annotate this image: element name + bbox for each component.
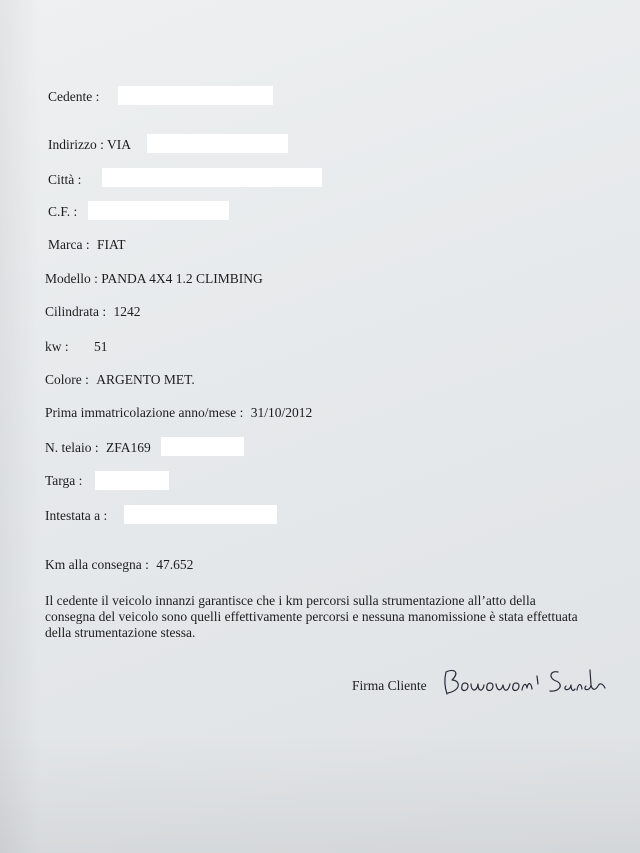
marca-value: FIAT [96, 237, 126, 252]
immatricolazione-value: 31/10/2012 [250, 405, 313, 420]
declaration-paragraph [45, 593, 625, 641]
citta-row [48, 172, 81, 188]
indirizzo-label: Indirizzo : VIA [48, 137, 131, 152]
indirizzo-redaction [147, 134, 288, 153]
declaration-line-3: della strumentazione stessa. [45, 625, 196, 640]
cilindrata-row [45, 304, 141, 320]
telaio-value: ZFA169 [106, 440, 151, 455]
immatricolazione-label: Prima immatricolazione anno/mese : [45, 405, 244, 420]
indirizzo-row [48, 137, 131, 153]
handwritten-signature [440, 662, 610, 702]
signature-label: Firma Cliente [352, 678, 427, 693]
paper-shadow-left [0, 0, 40, 853]
marca-label: Marca : [48, 237, 90, 252]
kw-label: kw : [45, 339, 69, 354]
colore-value: ARGENTO MET. [96, 372, 195, 387]
cilindrata-value: 1242 [113, 304, 141, 319]
citta-label: Città : [48, 172, 82, 187]
kw-value: 51 [94, 339, 108, 354]
declaration-line-2: consegna del veicolo sono quelli effettivamente percorsi e nessuna manomissione è stata effettuata [45, 609, 578, 624]
modello-value: PANDA 4X4 1.2 CLIMBING [101, 271, 263, 286]
cedente-redaction [118, 86, 273, 105]
km-row [45, 557, 193, 573]
colore-label: Colore : [45, 372, 89, 387]
telaio-label: N. telaio : [45, 440, 99, 455]
declaration-line-1: Il cedente il veicolo innanzi garantisce che i km percorsi sulla strumentazione all’atto della [45, 593, 536, 608]
intestata-label: Intestata a : [45, 508, 108, 523]
targa-row [45, 473, 82, 489]
marca-row [48, 237, 126, 253]
intestata-row [45, 508, 107, 524]
km-label: Km alla consegna : [45, 557, 149, 572]
intestata-redaction [124, 505, 277, 524]
kw-row [45, 339, 108, 355]
cf-row [48, 204, 77, 220]
targa-redaction [95, 471, 169, 490]
cedente-label: Cedente : [48, 89, 100, 104]
colore-row [45, 372, 195, 388]
telaio-redaction [161, 437, 244, 456]
modello-row [45, 271, 263, 287]
immatricolazione-row [45, 405, 312, 421]
telaio-row [45, 440, 151, 456]
paper-shadow-bottom [0, 733, 640, 853]
cf-label: C.F. : [48, 204, 78, 219]
cedente-row [48, 89, 99, 105]
cf-redaction [88, 201, 229, 220]
targa-label: Targa : [45, 473, 83, 488]
citta-redaction [102, 168, 322, 187]
modello-label: Modello : [45, 271, 98, 286]
km-value: 47.652 [156, 557, 194, 572]
cilindrata-label: Cilindrata : [45, 304, 107, 319]
